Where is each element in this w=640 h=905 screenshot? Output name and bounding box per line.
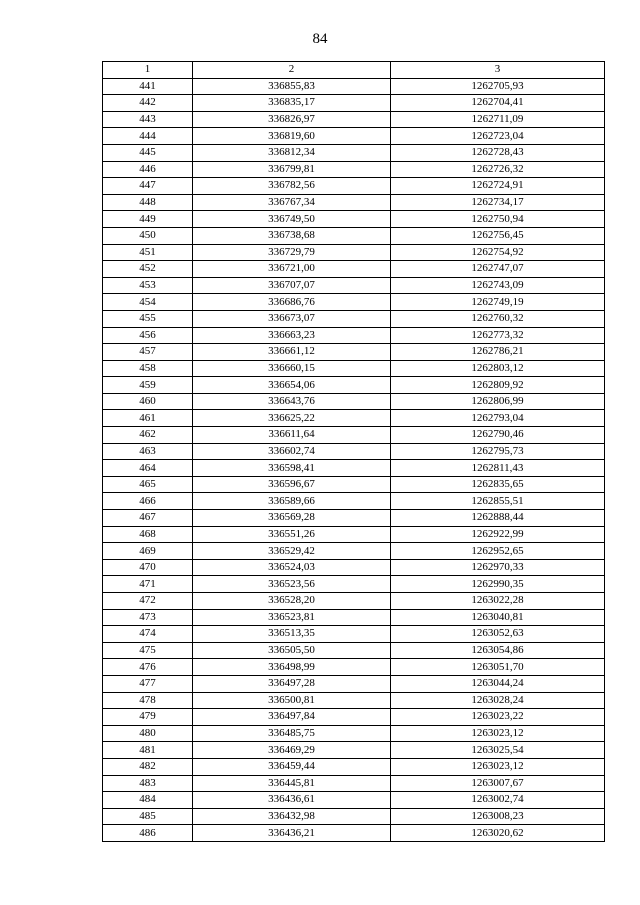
coordinate-y-cell: 1262711,09: [391, 111, 605, 128]
coordinate-y-cell: 1262760,32: [391, 310, 605, 327]
coordinate-x-cell: 336551,26: [193, 526, 391, 543]
coordinate-x-cell: 336529,42: [193, 543, 391, 560]
coordinate-y-cell: 1262790,46: [391, 427, 605, 444]
point-number-cell: 486: [103, 825, 193, 842]
table-row: [103, 725, 605, 742]
point-number-cell: 468: [103, 526, 193, 543]
point-number-cell: 455: [103, 310, 193, 327]
coordinate-x-cell: 336826,97: [193, 111, 391, 128]
coordinate-y-cell: 1262811,43: [391, 460, 605, 477]
coordinate-x-cell: 336436,61: [193, 792, 391, 809]
coordinate-x-cell: 336445,81: [193, 775, 391, 792]
coordinate-x-cell: 336505,50: [193, 642, 391, 659]
table-row: [103, 576, 605, 593]
table-row: [103, 194, 605, 211]
table-row: [103, 476, 605, 493]
table-row: [103, 792, 605, 809]
table-row: [103, 626, 605, 643]
point-number-cell: 473: [103, 609, 193, 626]
table-row: [103, 261, 605, 278]
point-number-cell: 458: [103, 360, 193, 377]
point-number-cell: 442: [103, 95, 193, 112]
point-number-cell: 483: [103, 775, 193, 792]
table-row: [103, 227, 605, 244]
point-number-cell: 482: [103, 758, 193, 775]
coordinate-x-cell: 336707,07: [193, 277, 391, 294]
point-number-cell: 457: [103, 344, 193, 361]
table-row: [103, 758, 605, 775]
coordinate-y-cell: 1262750,94: [391, 211, 605, 228]
coordinate-y-cell: 1262952,65: [391, 543, 605, 560]
coordinate-x-cell: 336661,12: [193, 344, 391, 361]
table-row: [103, 510, 605, 527]
table-row: [103, 443, 605, 460]
point-number-cell: 443: [103, 111, 193, 128]
table-row: [103, 493, 605, 510]
table-header-row: [103, 62, 605, 79]
coordinate-y-cell: 1263008,23: [391, 808, 605, 825]
coordinate-x-cell: 336513,35: [193, 626, 391, 643]
table-row: [103, 144, 605, 161]
point-number-cell: 466: [103, 493, 193, 510]
point-number-cell: 485: [103, 808, 193, 825]
coordinate-x-cell: 336469,29: [193, 742, 391, 759]
coordinate-y-cell: 1263002,74: [391, 792, 605, 809]
point-number-cell: 452: [103, 261, 193, 278]
point-number-cell: 464: [103, 460, 193, 477]
coordinate-y-cell: 1262773,32: [391, 327, 605, 344]
point-number-cell: 467: [103, 510, 193, 527]
coordinate-x-cell: 336498,99: [193, 659, 391, 676]
coordinate-y-cell: 1263044,24: [391, 675, 605, 692]
coordinate-x-cell: 336602,74: [193, 443, 391, 460]
coordinate-x-cell: 336569,28: [193, 510, 391, 527]
table-row: [103, 460, 605, 477]
coordinate-y-cell: 1262809,92: [391, 377, 605, 394]
point-number-cell: 459: [103, 377, 193, 394]
table-row: [103, 559, 605, 576]
coordinate-x-cell: 336738,68: [193, 227, 391, 244]
table-row: [103, 360, 605, 377]
coordinate-x-cell: 336721,00: [193, 261, 391, 278]
coordinate-x-cell: 336782,56: [193, 178, 391, 195]
coordinate-y-cell: 1262756,45: [391, 227, 605, 244]
point-number-cell: 448: [103, 194, 193, 211]
coordinate-y-cell: 1263054,86: [391, 642, 605, 659]
page-number: 84: [312, 31, 328, 47]
coordinate-x-cell: 336855,83: [193, 78, 391, 95]
coordinate-y-cell: 1262793,04: [391, 410, 605, 427]
coordinate-x-cell: 336436,21: [193, 825, 391, 842]
coordinate-y-cell: 1262922,99: [391, 526, 605, 543]
table-row: [103, 377, 605, 394]
coordinate-x-cell: 336524,03: [193, 559, 391, 576]
coordinate-y-cell: 1262990,35: [391, 576, 605, 593]
point-number-cell: 474: [103, 626, 193, 643]
table-row: [103, 128, 605, 145]
point-number-cell: 481: [103, 742, 193, 759]
coordinate-x-cell: 336432,98: [193, 808, 391, 825]
table-row: [103, 244, 605, 261]
point-number-cell: 476: [103, 659, 193, 676]
coordinate-x-cell: 336523,81: [193, 609, 391, 626]
table-row: [103, 161, 605, 178]
coordinate-x-cell: 336767,34: [193, 194, 391, 211]
coordinate-y-cell: 1263022,28: [391, 593, 605, 610]
coordinate-x-cell: 336500,81: [193, 692, 391, 709]
table-row: [103, 294, 605, 311]
coordinate-x-cell: 336835,17: [193, 95, 391, 112]
coordinate-y-cell: 1262726,32: [391, 161, 605, 178]
coordinate-y-cell: 1262855,51: [391, 493, 605, 510]
coordinates-table: [102, 61, 605, 842]
coordinate-y-cell: 1262806,99: [391, 393, 605, 410]
point-number-cell: 449: [103, 211, 193, 228]
table-row: [103, 327, 605, 344]
table-row: [103, 111, 605, 128]
coordinate-y-cell: 1262970,33: [391, 559, 605, 576]
coordinate-y-cell: 1263007,67: [391, 775, 605, 792]
table-row: [103, 78, 605, 95]
point-number-cell: 475: [103, 642, 193, 659]
coordinate-y-cell: 1263051,70: [391, 659, 605, 676]
coordinate-y-cell: 1262795,73: [391, 443, 605, 460]
table-row: [103, 95, 605, 112]
coordinate-y-cell: 1262835,65: [391, 476, 605, 493]
coordinate-y-cell: 1262704,41: [391, 95, 605, 112]
table-row: [103, 310, 605, 327]
coordinate-x-cell: 336643,76: [193, 393, 391, 410]
point-number-cell: 447: [103, 178, 193, 195]
coordinate-y-cell: 1263020,62: [391, 825, 605, 842]
point-number-cell: 480: [103, 725, 193, 742]
coordinate-y-cell: 1262728,43: [391, 144, 605, 161]
coordinate-x-cell: 336729,79: [193, 244, 391, 261]
table-row: [103, 543, 605, 560]
point-number-cell: 461: [103, 410, 193, 427]
coordinate-x-cell: 336598,41: [193, 460, 391, 477]
coordinate-x-cell: 336660,15: [193, 360, 391, 377]
table-row: [103, 526, 605, 543]
table-row: [103, 609, 605, 626]
point-number-cell: 479: [103, 709, 193, 726]
coordinate-x-cell: 336528,20: [193, 593, 391, 610]
point-number-cell: 472: [103, 593, 193, 610]
coordinate-x-cell: 336611,64: [193, 427, 391, 444]
table-row: [103, 178, 605, 195]
table-row: [103, 642, 605, 659]
coordinate-x-cell: 336625,22: [193, 410, 391, 427]
coordinate-y-cell: 1262754,92: [391, 244, 605, 261]
coordinate-x-cell: 336819,60: [193, 128, 391, 145]
coordinate-x-cell: 336654,06: [193, 377, 391, 394]
coordinate-y-cell: 1262724,91: [391, 178, 605, 195]
point-number-cell: 453: [103, 277, 193, 294]
table-row: [103, 211, 605, 228]
point-number-cell: 469: [103, 543, 193, 560]
coordinate-y-cell: 1263040,81: [391, 609, 605, 626]
coordinate-x-cell: 336459,44: [193, 758, 391, 775]
point-number-cell: 478: [103, 692, 193, 709]
coordinate-y-cell: 1263023,22: [391, 709, 605, 726]
coordinate-x-cell: 336749,50: [193, 211, 391, 228]
coordinate-x-cell: 336686,76: [193, 294, 391, 311]
coordinate-x-cell: 336596,67: [193, 476, 391, 493]
coordinate-y-cell: 1263052,63: [391, 626, 605, 643]
point-number-cell: 450: [103, 227, 193, 244]
coordinate-x-cell: 336485,75: [193, 725, 391, 742]
point-number-cell: 451: [103, 244, 193, 261]
coordinate-y-cell: 1262747,07: [391, 261, 605, 278]
coordinate-y-cell: 1262723,04: [391, 128, 605, 145]
point-number-cell: 463: [103, 443, 193, 460]
point-number-cell: 470: [103, 559, 193, 576]
table-row: [103, 659, 605, 676]
coordinate-y-cell: 1262734,17: [391, 194, 605, 211]
coordinate-y-cell: 1263023,12: [391, 758, 605, 775]
table-row: [103, 825, 605, 842]
coordinate-y-cell: 1263025,54: [391, 742, 605, 759]
table-row: [103, 427, 605, 444]
point-number-cell: 454: [103, 294, 193, 311]
coordinate-x-cell: 336663,23: [193, 327, 391, 344]
coordinate-y-cell: 1262888,44: [391, 510, 605, 527]
coordinate-x-cell: 336812,34: [193, 144, 391, 161]
point-number-cell: 477: [103, 675, 193, 692]
coordinate-x-cell: 336523,56: [193, 576, 391, 593]
table-row: [103, 742, 605, 759]
point-number-cell: 444: [103, 128, 193, 145]
point-number-cell: 446: [103, 161, 193, 178]
point-number-cell: 445: [103, 144, 193, 161]
table-row: [103, 344, 605, 361]
table-row: [103, 593, 605, 610]
coordinate-y-cell: 1262749,19: [391, 294, 605, 311]
table-row: [103, 709, 605, 726]
coordinate-y-cell: 1262705,93: [391, 78, 605, 95]
point-number-cell: 460: [103, 393, 193, 410]
coordinate-x-cell: 336589,66: [193, 493, 391, 510]
point-number-cell: 441: [103, 78, 193, 95]
table-row: [103, 675, 605, 692]
coordinate-x-cell: 336497,84: [193, 709, 391, 726]
coordinate-y-cell: 1263023,12: [391, 725, 605, 742]
coordinate-y-cell: 1262743,09: [391, 277, 605, 294]
point-number-cell: 462: [103, 427, 193, 444]
table-row: [103, 692, 605, 709]
table-row: [103, 277, 605, 294]
point-number-cell: 465: [103, 476, 193, 493]
coordinate-y-cell: 1262803,12: [391, 360, 605, 377]
table-body: [103, 78, 605, 841]
coordinate-x-cell: 336799,81: [193, 161, 391, 178]
coordinate-y-cell: 1262786,21: [391, 344, 605, 361]
table-row: [103, 775, 605, 792]
table-row: [103, 808, 605, 825]
table-row: [103, 393, 605, 410]
point-number-cell: 456: [103, 327, 193, 344]
table-row: [103, 410, 605, 427]
column-header-2: 2: [193, 62, 391, 79]
point-number-cell: 471: [103, 576, 193, 593]
column-header-1: 1: [103, 62, 193, 79]
coordinate-y-cell: 1263028,24: [391, 692, 605, 709]
coordinate-x-cell: 336497,28: [193, 675, 391, 692]
column-header-3: 3: [391, 62, 605, 79]
point-number-cell: 484: [103, 792, 193, 809]
coordinate-x-cell: 336673,07: [193, 310, 391, 327]
